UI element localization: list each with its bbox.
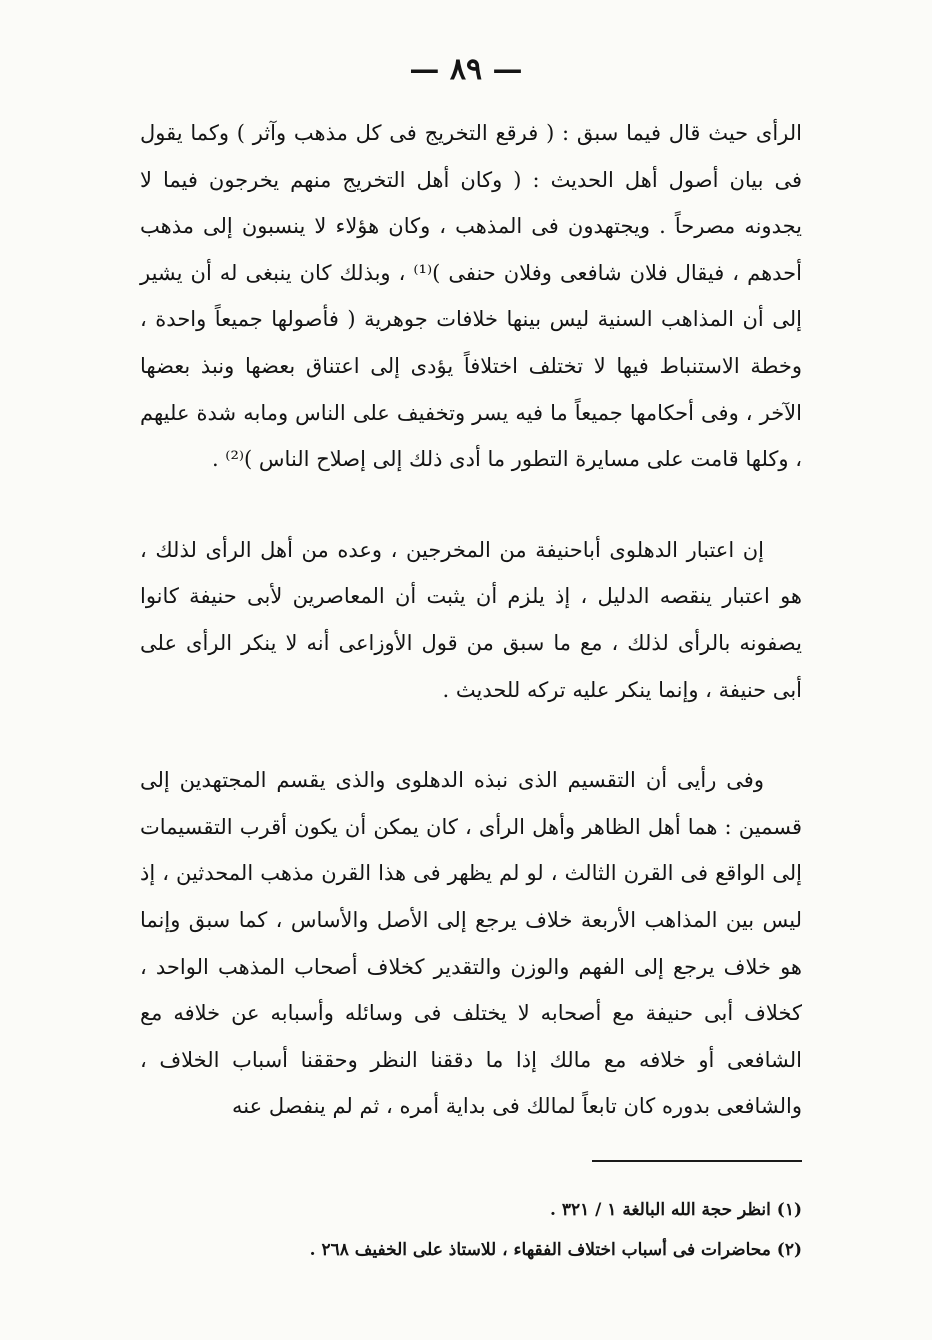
footnotes [150,1190,802,1270]
footnote-1: (١) انظر حجة الله البالغة ١ / ٣٢١ . [550,1200,802,1220]
paragraph-spacer [140,483,802,527]
paragraph-1: الرأى حيث قال فيما سبق : ( فرقع التخريج فى كل مذهب وآثر ) وكما يقول فى بيان أصول أهل الحديث : ( وكان أهل التخريج منهم يخرجون فيما لا يجدونه مصرحاً . ويجتهدون فى المذهب ، وكان هؤلاء لا ينسبون إلى مذهب أحدهم ، فيقال فلان شافعى وفلان حنفى )⁽¹⁾ ، وبذلك كان ينبغى له أن يشير إلى أن المذاهب السنية ليس بينها خلافات جوهرية ( فأصولها جميعاً واحدة ، وخطة الاستنباط فيها لا تختلف اختلافاً يؤدى إلى اعتناق بعضها ونبذ بعضها الآخر ، وفى أحكامها جميعاً ما فيه يسر وتخفيف على الناس ومابه شدة عليهم ، وكلها قامت على مسايرة التطور ما أدى ذلك إلى إصلاح الناس )⁽²⁾ . [140,121,802,472]
footnote-2: (٢) محاضرات فى أسباب اختلاف الفقهاء ، للاستاذ على الخفيف ٢٦٨ . [309,1240,802,1260]
paragraph-spacer [140,713,802,757]
body-text [140,110,802,1130]
footnote-divider [592,1160,802,1162]
page-number: — ٨٩ — [409,52,523,87]
paragraph-3: وفى رأيى أن التقسيم الذى نبذه الدهلوى والذى يقسم المجتهدين إلى قسمين : هما أهل الظاهر وأهل الرأى ، كان يمكن أن يكون أقرب التقسيمات إلى الواقع فى القرن الثالث ، لو لم يظهر فى هذا القرن مذهب المحدثين ، إذ ليس بين المذاهب الأربعة خلاف يرجع إلى الأصل والأساس ، كما سبق وإنما هو خلاف يرجع إلى الفهم والوزن والتقدير كخلاف أصحاب المذهب الواحد ، كخلاف أبى حنيفة مع أصحابه لا يختلف فى وسائله وأسبابه عن خلافه مع الشافعى أو خلافه مع مالك إذا ما دققنا النظر وحققنا أسباب الخلاف ، والشافعى بدوره كان تابعاً لمالك فى بداية أمره ، ثم لم ينفصل عنه [140,768,802,1119]
paragraph-2: إن اعتبار الدهلوى أباحنيفة من المخرجين ، وعده من أهل الرأى لذلك ، هو اعتبار ينقصه الدليل ، إذ يلزم أن يثبت أن المعاصرين لأبى حنيفة كانوا يصفونه بالرأى لذلك ، مع ما سبق من قول الأوزاعى أنه لا ينكر الرأى على أبى حنيفة ، وإنما ينكر عليه تركه للحديث . [140,537,802,702]
